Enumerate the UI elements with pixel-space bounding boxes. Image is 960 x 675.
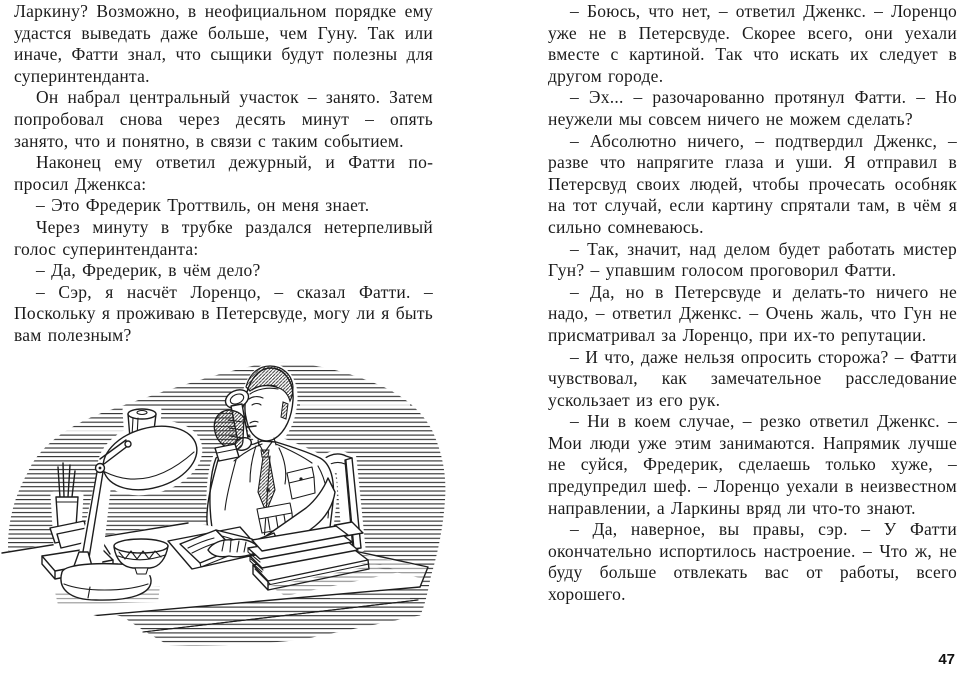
paragraph: – Ни в коем случае, – резко ответил Дженкс. – Мои люди уже этим занимаются. Напрямик лучше не суйся, Фредерик, сделаешь только хуже, – предупредил шеф. – Лоренцо уехали в неизвестном направлении, а Ларкины вряд ли что-то знают. [548, 411, 957, 518]
paragraph: – Да, но в Петерсвуде и делать-то ничего не надо, – ответил Дженкс. – Очень жаль, что Гун не присматривал за Лоренцо, при их-то репутации. [548, 281, 957, 345]
paragraph: Ларкину? Возможно, в неофициальном порядке ему удастся выведать даже больше, чем Гуну. Так или иначе, Фатти знал, что сыщики будут полезны для суперинтенданта. [14, 1, 433, 86]
paragraph: Наконец ему ответил дежурный, и Фатти попросил Дженкса: [14, 152, 433, 194]
left-page-text-column [14, 1, 433, 347]
paragraph: – И что, даже нельзя опросить сторожа? – Фатти чувствовал, как замечательное расследование ускользает из его рук. [548, 346, 957, 410]
paragraph: – Абсолютно ничего, – подтвердил Дженкс, – разве что напрягите глаза и уши. Я отправил в Петерсвуд своих людей, чтобы прочесать особняк на тот случай, если картину спрятали там, в чём я сильно сомневаюсь. [548, 130, 957, 237]
paragraph: – Да, наверное, вы правы, сэр. – У Фатти окончательно испортилось настроение. – Что ж, не буду больше отвлекать вас от работы, всего хорошего. [548, 519, 957, 605]
paragraph: Через минуту в трубке раздался нетерпеливый голос суперинтенданта: [14, 216, 433, 259]
paragraph: – Так, значит, над делом будет работать мистер Гун? – упавшим голосом проговорил Фатти. [548, 238, 957, 281]
paragraph: – Да, Фредерик, в чём дело? [36, 260, 261, 281]
illustration [0, 360, 452, 670]
paragraph: Он набрал центральный участок – занято. Затем попробовал снова через десять минут – опять занято, что и понятно, в связи с таким событием. [14, 87, 433, 151]
paragraph: – Эх... – разочарованно протянул Фатти. – Но неужели мы совсем ничего не можем сделать? [548, 87, 957, 129]
right-page-text-column [548, 1, 957, 606]
paragraph: – Боюсь, что нет, – ответил Дженкс. – Лоренцо уже не в Петерсвуде. Скорее всего, они уехали вместе с картиной. Так что искать их следует в другом городе. [548, 1, 957, 86]
paragraph: – Сэр, я насчёт Лоренцо, – сказал Фатти. – Поскольку я проживаю в Петерсвуде, могу ли я быть вам полезным? [14, 281, 433, 345]
paragraph: – Это Фредерик Троттвиль, он меня знает. [36, 195, 370, 216]
page-number: 47 [938, 651, 955, 668]
